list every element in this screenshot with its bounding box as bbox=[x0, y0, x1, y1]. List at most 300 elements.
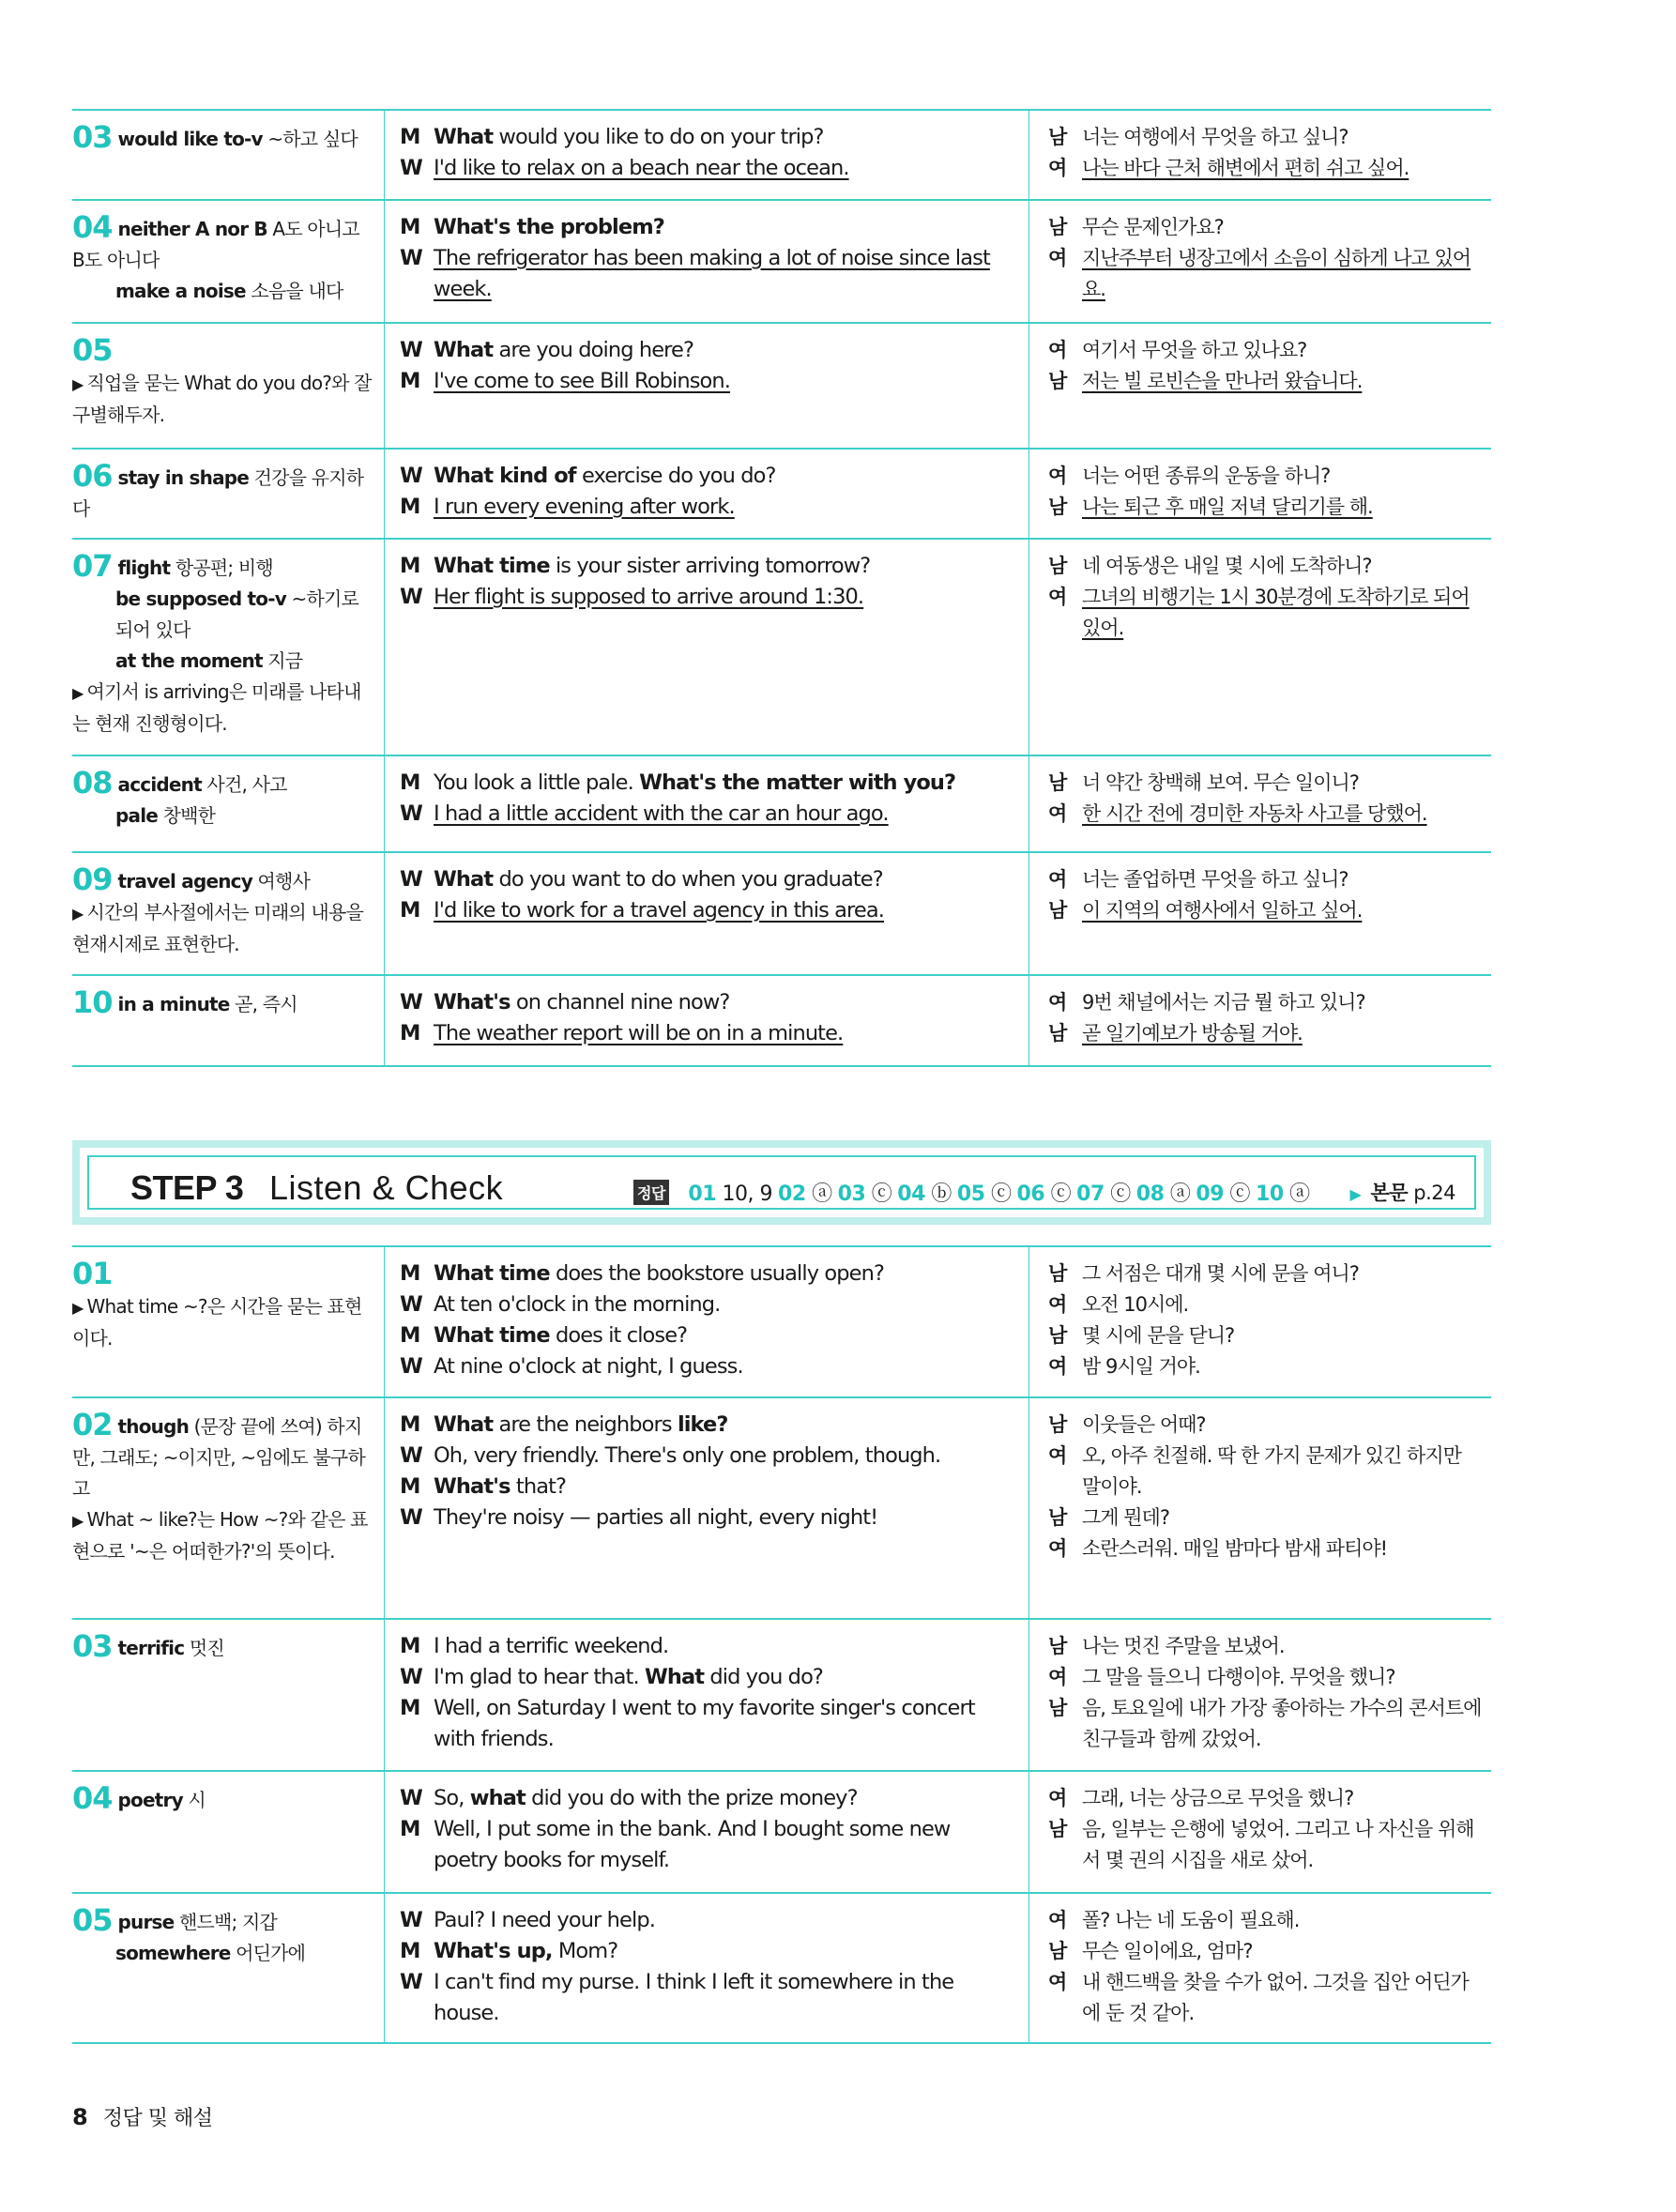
translation-line bbox=[1048, 1814, 1482, 1876]
table-row bbox=[72, 1893, 1491, 2043]
translation-line bbox=[1048, 1441, 1482, 1503]
speaker-label: W bbox=[400, 1354, 422, 1379]
tip-text: 직업을 묻는 What do you do?와 잘 구별해두자. bbox=[72, 372, 372, 426]
translation-text: 폴? 나는 네 도움이 필요해. bbox=[1082, 1909, 1300, 1931]
translation-line bbox=[1048, 212, 1482, 243]
table-row bbox=[72, 449, 1491, 539]
vocab-cell bbox=[72, 755, 385, 852]
dialogue-text bbox=[434, 1696, 975, 1751]
translation-cell bbox=[1029, 539, 1492, 755]
dialogue-text bbox=[434, 1817, 950, 1872]
translation-cell bbox=[1029, 1619, 1492, 1771]
table-row bbox=[72, 852, 1491, 975]
translation-text: 지난주부터 냉장고에서 소음이 심하게 나고 있어요. bbox=[1082, 247, 1471, 300]
key-phrase: What time bbox=[434, 554, 550, 578]
speaker-label: 남 bbox=[1048, 1697, 1067, 1719]
speaker-label: W bbox=[400, 246, 422, 270]
dialogue-cell bbox=[385, 200, 1029, 323]
answer-value: ⓒ bbox=[1104, 1182, 1131, 1206]
dialogue-text bbox=[434, 867, 883, 892]
tip-note bbox=[72, 1504, 374, 1567]
dialogue-line bbox=[400, 335, 1019, 366]
text-run: I can't find my purse. I think I left it somewhere in the house. bbox=[434, 1970, 954, 2025]
vocab-line bbox=[72, 864, 374, 897]
translation-cell bbox=[1029, 1246, 1492, 1397]
text-run: would you like to do on your trip? bbox=[493, 125, 824, 149]
key-phrase: What bbox=[434, 338, 494, 362]
translation-line bbox=[1048, 987, 1482, 1018]
speaker-label: 여 bbox=[1048, 465, 1067, 487]
dialogue-text bbox=[434, 898, 884, 923]
vocab-cell bbox=[72, 1397, 385, 1619]
dialogue-line bbox=[400, 243, 1019, 305]
text-run: I'd like to work for a travel agency in this area. bbox=[434, 898, 884, 923]
dialogue-text bbox=[434, 156, 849, 180]
dialogue-cell bbox=[385, 1771, 1029, 1893]
vocab-meaning: 어딘가에 bbox=[230, 1942, 306, 1964]
dialogue-line bbox=[400, 551, 1019, 582]
key-phrase: What time bbox=[434, 1323, 550, 1348]
translation-line bbox=[1048, 335, 1482, 366]
dialogue-line bbox=[400, 987, 1019, 1018]
speaker-label: M bbox=[400, 1474, 420, 1499]
vocab-cell bbox=[72, 110, 385, 200]
translation-cell bbox=[1029, 1771, 1492, 1893]
text-run: The refrigerator has been making a lot of noise since last week. bbox=[434, 246, 990, 301]
speaker-label: M bbox=[400, 1021, 420, 1045]
text-run: Well, on Saturday I went to my favorite singer's concert with friends. bbox=[434, 1696, 975, 1751]
table-row bbox=[72, 323, 1491, 449]
dialogue-text bbox=[434, 1939, 617, 1963]
dialogue-line bbox=[400, 1259, 1019, 1289]
speaker-label: 남 bbox=[1048, 1262, 1067, 1285]
speaker-label: M bbox=[400, 1939, 420, 1963]
translation-text: 이 지역의 여행사에서 일하고 싶어. bbox=[1082, 899, 1363, 922]
text-run: that? bbox=[510, 1474, 567, 1499]
vocab-meaning: 건강을 유지하다 bbox=[72, 466, 364, 520]
text-run: They're noisy — parties all night, every night! bbox=[434, 1505, 878, 1530]
tip-text: What ~ like?는 How ~?와 같은 표현으로 '~은 어떠한가?'의 뜻이다. bbox=[72, 1508, 368, 1563]
triangle-right-icon: ▶ bbox=[1349, 1185, 1362, 1203]
vocab-term: terrific bbox=[117, 1637, 185, 1659]
translation-line bbox=[1048, 1693, 1482, 1755]
text-run: So, bbox=[434, 1786, 470, 1810]
tip-text: What time ~?은 시간을 묻는 표현이다. bbox=[72, 1295, 362, 1350]
speaker-label: 여 bbox=[1048, 157, 1067, 179]
speaker-label: 남 bbox=[1048, 496, 1067, 518]
answer-value: ⓐ bbox=[1283, 1182, 1310, 1206]
speaker-label: M bbox=[400, 495, 420, 519]
ref-page: p.24 bbox=[1413, 1182, 1455, 1204]
speaker-label: M bbox=[400, 770, 420, 795]
dialogue-line bbox=[400, 366, 1019, 397]
dialogue-cell bbox=[385, 1619, 1029, 1771]
key-phrase: What kind of bbox=[434, 464, 576, 488]
vocab-cell bbox=[72, 1893, 385, 2043]
vocab-line bbox=[72, 1407, 374, 1504]
item-number: 02 bbox=[72, 1407, 113, 1442]
translation-text: 네 여동생은 내일 몇 시에 도착하니? bbox=[1082, 555, 1372, 577]
dialogue-cell bbox=[385, 449, 1029, 539]
answer-number: 07 bbox=[1076, 1182, 1105, 1206]
speaker-label: 여 bbox=[1048, 339, 1067, 361]
vocab-cell bbox=[72, 852, 385, 975]
tip-note bbox=[72, 1291, 374, 1354]
dialogue-text bbox=[434, 1665, 823, 1689]
speaker-label: 남 bbox=[1048, 1324, 1067, 1347]
speaker-label: 여 bbox=[1048, 1909, 1067, 1931]
speaker-label: M bbox=[400, 1696, 420, 1720]
text-run: Oh, very friendly. There's only one problem, though. bbox=[434, 1443, 941, 1468]
translation-line bbox=[1048, 895, 1482, 926]
dialogue-text bbox=[434, 585, 863, 609]
speaker-label: 여 bbox=[1048, 1293, 1067, 1316]
vocab-term: in a minute bbox=[117, 993, 230, 1015]
dialogue-line bbox=[400, 768, 1019, 799]
vocab-cell bbox=[72, 975, 385, 1066]
speaker-label: W bbox=[400, 1292, 422, 1317]
vocab-term: somewhere bbox=[115, 1942, 231, 1964]
dialogue-line bbox=[400, 895, 1019, 926]
key-phrase: What time bbox=[434, 1261, 550, 1286]
speaker-label: M bbox=[400, 1261, 420, 1286]
speaker-label: 남 bbox=[1048, 126, 1067, 148]
answer-value: ⓑ bbox=[924, 1182, 952, 1206]
translation-text: 너는 어떤 종류의 운동을 하니? bbox=[1082, 465, 1331, 487]
dialogue-line bbox=[400, 492, 1019, 523]
item-number: 07 bbox=[72, 548, 113, 584]
translation-text: 곧 일기예보가 방송될 거야. bbox=[1082, 1022, 1303, 1045]
speaker-label: M bbox=[400, 1634, 420, 1658]
page-number: 8 bbox=[72, 2104, 88, 2130]
table-row bbox=[72, 110, 1491, 200]
dialogue-line bbox=[400, 1967, 1019, 2029]
translation-text: 그게 뭔데? bbox=[1082, 1506, 1169, 1529]
answer-value: ⓒ bbox=[1044, 1182, 1072, 1206]
speaker-label: 여 bbox=[1048, 991, 1067, 1014]
text-run: You look a little pale. bbox=[434, 770, 640, 795]
vocab-meaning: ~하고 싶다 bbox=[262, 128, 358, 150]
dialogue-text bbox=[434, 1634, 668, 1658]
speaker-label: M bbox=[400, 1817, 420, 1841]
vocab-line bbox=[72, 1780, 374, 1816]
dialogue-text bbox=[434, 246, 990, 301]
item-number: 09 bbox=[72, 862, 113, 897]
table-row bbox=[72, 1397, 1491, 1619]
dialogue-text bbox=[434, 369, 730, 393]
translation-text: 그 말을 들으니 다행이야. 무엇을 했니? bbox=[1082, 1666, 1395, 1688]
dialogue-line bbox=[400, 122, 1019, 153]
step-title: Listen & Check bbox=[269, 1168, 504, 1207]
speaker-label: W bbox=[400, 338, 422, 362]
vocab-cell bbox=[72, 1246, 385, 1397]
vocab-cell bbox=[72, 539, 385, 755]
translation-line bbox=[1048, 799, 1482, 830]
text-run: Paul? I need your help. bbox=[434, 1908, 655, 1932]
translation-text: 오, 아주 친절해. 딱 한 가지 문제가 있긴 하지만 말이야. bbox=[1082, 1444, 1461, 1498]
translation-line bbox=[1048, 1662, 1482, 1693]
triangle-right-icon: ▶ bbox=[72, 1512, 84, 1530]
vocab-line bbox=[72, 765, 374, 801]
vocab-cell bbox=[72, 200, 385, 323]
speaker-label: 남 bbox=[1048, 1506, 1067, 1529]
vocab-term: be supposed to-v bbox=[115, 587, 286, 610]
text-run: I'd like to relax on a beach near the ocean. bbox=[434, 156, 849, 180]
vocab-term: travel agency bbox=[117, 870, 252, 892]
dialogue-cell bbox=[385, 1893, 1029, 2043]
dialogue-line bbox=[400, 864, 1019, 895]
speaker-label: 여 bbox=[1048, 247, 1067, 269]
answer-number: 04 bbox=[897, 1182, 925, 1206]
dialogue-line bbox=[400, 1662, 1019, 1693]
vocab-term: pale bbox=[115, 804, 159, 827]
translation-text: 소란스러워. 매일 밤마다 밤새 파티야! bbox=[1082, 1537, 1388, 1560]
dialogue-cell bbox=[385, 1397, 1029, 1619]
item-number: 05 bbox=[72, 332, 113, 368]
vocab-term: would like to-v bbox=[117, 128, 263, 150]
vocab-term: neither A nor B bbox=[117, 218, 267, 240]
vocab-term: stay in shape bbox=[117, 466, 250, 489]
table-row bbox=[72, 539, 1491, 755]
translation-line bbox=[1048, 1503, 1482, 1533]
vocab-line bbox=[72, 646, 374, 677]
table-row bbox=[72, 975, 1491, 1066]
dialogue-cell bbox=[385, 539, 1029, 755]
dialogue-text bbox=[434, 1970, 953, 2025]
translation-line bbox=[1048, 1936, 1482, 1967]
vocab-meaning: 여행사 bbox=[251, 870, 311, 892]
translation-line bbox=[1048, 492, 1482, 523]
translation-text: 한 시간 전에 경미한 자동차 사고를 당했어. bbox=[1082, 802, 1427, 825]
translation-text: 나는 바다 근처 해변에서 편히 쉬고 싶어. bbox=[1082, 157, 1409, 179]
dialogue-cell bbox=[385, 975, 1029, 1066]
text-run: The weather report will be on in a minute. bbox=[434, 1021, 844, 1045]
dialogue-text bbox=[434, 1323, 687, 1348]
translation-cell bbox=[1029, 449, 1492, 539]
dialogue-line bbox=[400, 1693, 1019, 1755]
table-row bbox=[72, 1619, 1491, 1771]
vocab-line bbox=[72, 276, 374, 307]
translation-text: 무슨 일이에요, 엄마? bbox=[1082, 1940, 1253, 1962]
speaker-label: 여 bbox=[1048, 1355, 1067, 1378]
answer-number: 10 bbox=[1256, 1182, 1284, 1206]
speaker-label: M bbox=[400, 215, 420, 239]
dialogue-line bbox=[400, 1351, 1019, 1382]
speaker-label: W bbox=[400, 1786, 422, 1810]
key-phrase: What's bbox=[434, 990, 510, 1014]
translation-text: 너는 졸업하면 무엇을 하고 싶니? bbox=[1082, 868, 1348, 891]
translation-cell bbox=[1029, 323, 1492, 449]
vocab-meaning: 핸드백; 지갑 bbox=[174, 1911, 278, 1933]
speaker-label: 남 bbox=[1048, 1940, 1067, 1962]
translation-text: 9번 채널에서는 지금 뭘 하고 있니? bbox=[1082, 991, 1365, 1014]
footer-label: 정답 및 해설 bbox=[102, 2107, 213, 2130]
dialogue-text bbox=[434, 1786, 858, 1810]
dialogue-cell bbox=[385, 110, 1029, 200]
text-run: exercise do you do? bbox=[575, 464, 776, 488]
vocab-term: flight bbox=[117, 557, 171, 579]
dialogue-cell bbox=[385, 852, 1029, 975]
translation-cell bbox=[1029, 1893, 1492, 2043]
vocab-line bbox=[72, 1902, 374, 1938]
dialogue-line bbox=[400, 1503, 1019, 1533]
translation-cell bbox=[1029, 852, 1492, 975]
dialogue-line bbox=[400, 1631, 1019, 1662]
vocab-cell bbox=[72, 449, 385, 539]
translation-text: 그녀의 비행기는 1시 30분경에 도착하기로 되어 있어. bbox=[1082, 586, 1470, 639]
dialogue-line bbox=[400, 799, 1019, 830]
key-phrase: What's the matter with you? bbox=[639, 770, 956, 795]
table-row bbox=[72, 1771, 1491, 1893]
translation-line bbox=[1048, 864, 1482, 895]
translation-text: 그 서점은 대개 몇 시에 문을 여니? bbox=[1082, 1262, 1359, 1285]
vocab-cell bbox=[72, 1771, 385, 1893]
speaker-label: 남 bbox=[1048, 771, 1067, 794]
key-phrase: What bbox=[434, 125, 494, 149]
vocab-meaning: 멋진 bbox=[184, 1637, 224, 1659]
vocab-meaning: 곧, 즉시 bbox=[229, 993, 297, 1015]
vocab-meaning: 소음을 내다 bbox=[245, 280, 343, 302]
vocab-line bbox=[72, 119, 374, 155]
speaker-label: M bbox=[400, 1323, 420, 1348]
dialogue-line bbox=[400, 1410, 1019, 1441]
translation-line bbox=[1048, 1320, 1482, 1351]
text-run: At nine o'clock at night, I guess. bbox=[434, 1354, 743, 1379]
answer-tag: 정답 bbox=[633, 1180, 669, 1205]
key-phrase: What bbox=[644, 1665, 705, 1689]
speaker-label: 남 bbox=[1048, 555, 1067, 577]
text-run: did you do? bbox=[704, 1665, 823, 1689]
speaker-label: W bbox=[400, 867, 422, 892]
vocab-line bbox=[72, 584, 374, 646]
triangle-right-icon: ▶ bbox=[72, 684, 84, 702]
vocab-meaning: 시 bbox=[182, 1789, 206, 1811]
vocab-line bbox=[72, 458, 374, 525]
translation-line bbox=[1048, 1351, 1482, 1382]
tip-text: 여기서 is arriving은 미래를 나타내는 현재 진행형이다. bbox=[72, 680, 361, 735]
dialogue-line bbox=[400, 153, 1019, 184]
key-phrase: what bbox=[469, 1786, 526, 1810]
translation-line bbox=[1048, 1018, 1482, 1049]
table-row bbox=[72, 755, 1491, 852]
translation-line bbox=[1048, 1410, 1482, 1441]
translation-line bbox=[1048, 461, 1482, 492]
translation-text: 오전 10시에. bbox=[1082, 1293, 1189, 1316]
dialogue-text bbox=[434, 1292, 720, 1317]
translation-line bbox=[1048, 768, 1482, 799]
speaker-label: 여 bbox=[1048, 1444, 1067, 1467]
page-footer bbox=[72, 2102, 212, 2131]
speaker-label: 남 bbox=[1048, 1022, 1067, 1045]
translation-line bbox=[1048, 1783, 1482, 1814]
vocab-term: purse bbox=[117, 1911, 175, 1933]
translation-line bbox=[1048, 153, 1482, 184]
step-number: STEP 3 bbox=[130, 1168, 244, 1207]
text-run: I'm glad to hear that. bbox=[434, 1665, 645, 1689]
answer-value: ⓒ bbox=[865, 1182, 892, 1206]
dialogue-line bbox=[400, 461, 1019, 492]
speaker-label: 남 bbox=[1048, 370, 1067, 392]
vocab-meaning: 지금 bbox=[262, 649, 303, 672]
dialogue-text bbox=[434, 1412, 728, 1437]
translation-line bbox=[1048, 1905, 1482, 1936]
item-number: 03 bbox=[72, 119, 113, 155]
item-number: 04 bbox=[72, 209, 113, 245]
translation-line bbox=[1048, 582, 1482, 644]
translation-line bbox=[1048, 1631, 1482, 1662]
speaker-label: 여 bbox=[1048, 586, 1067, 608]
dialogue-cell bbox=[385, 323, 1029, 449]
dialogue-text bbox=[434, 801, 889, 826]
tip-note bbox=[72, 897, 374, 960]
vocab-meaning: ~하기로 되어 있다 bbox=[115, 587, 359, 641]
item-number: 04 bbox=[72, 1780, 113, 1816]
text-run: Well, I put some in the bank. And I bought some new poetry books for myself. bbox=[434, 1817, 951, 1872]
speaker-label: W bbox=[400, 464, 422, 488]
answer-number: 03 bbox=[837, 1182, 866, 1206]
text-run: Mom? bbox=[552, 1939, 618, 1963]
vocab-term: at the moment bbox=[115, 649, 263, 672]
text-run: Her flight is supposed to arrive around 1:30. bbox=[434, 585, 864, 609]
dialogue-text bbox=[434, 1443, 940, 1468]
answer-value: ⓒ bbox=[984, 1182, 1012, 1206]
text-run: I've come to see Bill Robinson. bbox=[434, 369, 731, 393]
page-reference bbox=[1350, 1178, 1456, 1206]
vocab-line bbox=[72, 548, 374, 584]
triangle-right-icon: ▶ bbox=[72, 375, 84, 393]
translation-line bbox=[1048, 551, 1482, 582]
dialogue-text bbox=[434, 1474, 566, 1499]
vocab-line bbox=[72, 801, 374, 831]
vocab-line bbox=[72, 332, 374, 368]
speaker-label: W bbox=[400, 801, 422, 826]
vocab-meaning: A도 아니고 B도 아니다 bbox=[72, 218, 359, 271]
dialogue-line bbox=[400, 1441, 1019, 1472]
speaker-label: 여 bbox=[1048, 1787, 1067, 1809]
answer-number: 02 bbox=[778, 1182, 806, 1206]
key-phrase: What's the problem? bbox=[434, 215, 664, 239]
answer-table-step3 bbox=[72, 1245, 1491, 2044]
vocab-meaning: 사건, 사고 bbox=[201, 773, 287, 796]
translation-line bbox=[1048, 366, 1482, 397]
vocab-cell bbox=[72, 1619, 385, 1771]
vocab-cell bbox=[72, 323, 385, 449]
table-row bbox=[72, 1246, 1491, 1397]
vocab-line bbox=[72, 209, 374, 276]
item-number: 10 bbox=[72, 984, 113, 1020]
text-run: does the bookstore usually open? bbox=[549, 1261, 884, 1286]
answer-value: ⓐ bbox=[805, 1182, 832, 1206]
translation-text: 여기서 무엇을 하고 있나요? bbox=[1082, 339, 1307, 361]
triangle-right-icon: ▶ bbox=[72, 905, 84, 923]
speaker-label: 남 bbox=[1048, 1818, 1067, 1840]
translation-line bbox=[1048, 1533, 1482, 1564]
translation-text: 밤 9시일 거야. bbox=[1082, 1355, 1200, 1378]
dialogue-cell bbox=[385, 755, 1029, 852]
answer-value: 10, 9 bbox=[716, 1182, 773, 1206]
speaker-label: 여 bbox=[1048, 868, 1067, 891]
speaker-label: 여 bbox=[1048, 802, 1067, 825]
dialogue-text bbox=[434, 495, 735, 519]
speaker-label: 여 bbox=[1048, 1537, 1067, 1560]
speaker-label: W bbox=[400, 156, 422, 180]
translation-text: 이웃들은 어때? bbox=[1082, 1413, 1206, 1436]
answer-key bbox=[633, 1178, 1310, 1207]
dialogue-text bbox=[434, 125, 824, 149]
translation-line bbox=[1048, 1289, 1482, 1320]
key-phrase: What bbox=[434, 1412, 494, 1437]
translation-cell bbox=[1029, 200, 1492, 323]
